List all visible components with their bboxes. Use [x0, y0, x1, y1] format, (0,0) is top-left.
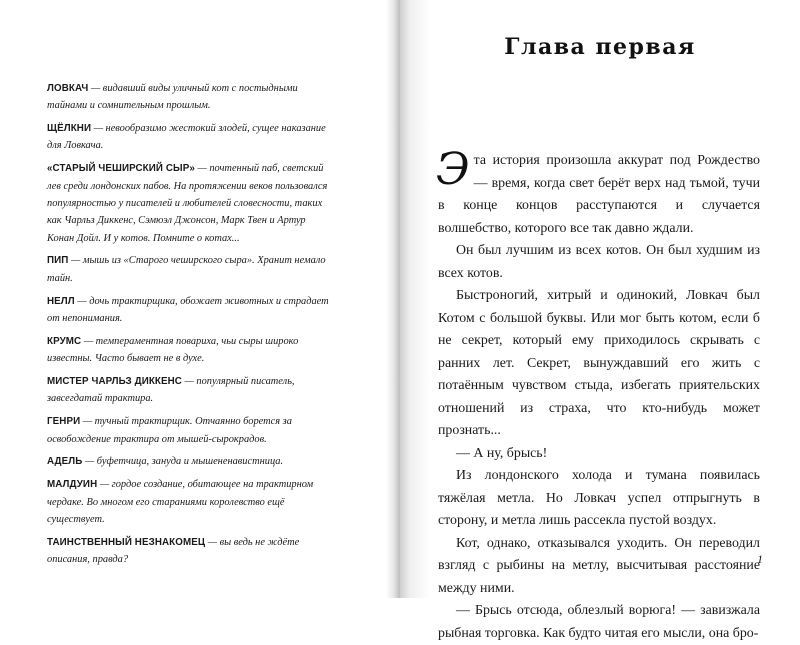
chapter-title: Глава первая — [504, 34, 696, 60]
cast-entry — [47, 252, 329, 287]
first-paragraph — [436, 144, 760, 240]
cast-description: — вы ведь не ждёте описания, правда? — [47, 536, 300, 566]
cast-entry — [47, 80, 329, 115]
cast-description: — невообразимо жестокий злодей, сущее наказание для Ловкача. — [47, 123, 326, 152]
left-page — [0, 0, 398, 598]
cast-entry — [47, 120, 329, 155]
cast-name: ТАИНСТВЕННЫЙ НЕЗНАКОМЕЦ — [47, 536, 206, 548]
cast-name: МАЛДУИН — [47, 479, 98, 491]
cast-entry — [47, 293, 329, 328]
cast-name: АДЕЛЬ — [47, 456, 83, 468]
cast-entry — [47, 373, 329, 408]
drop-cap: Э — [436, 144, 470, 195]
cast-description: — дочь трактирщика, обожает животных и страдает от непонимания. — [47, 295, 329, 324]
cast-name: ЩЁЛКНИ — [47, 123, 92, 135]
cast-entry — [47, 476, 329, 528]
cast-name: «СТАРЫЙ ЧЕШИРСКИЙ СЫР» — [47, 163, 195, 175]
cast-description: — буфетчица, зануда и мышененавистница. — [82, 456, 284, 468]
paragraph: Кот, однако, отказывался уходить. Он переводил взгляд с рыбины на метлу, высчитывая расстояние между ними. — [438, 535, 760, 596]
cast-name: ГЕНРИ — [47, 416, 81, 428]
chapter-body — [436, 144, 760, 645]
cast-entry — [47, 534, 329, 569]
cast-name: ПИП — [47, 255, 69, 267]
cast-description: — тучный трактирщик. Отчаянно борется за освобождение трактира от мышей-сырокрадов. — [47, 416, 292, 445]
book-gutter — [386, 0, 400, 598]
cast-entry — [47, 333, 329, 368]
cast-description: — темпераментная повариха, чьи сыры широко известны. Часто бывает не в духе. — [47, 335, 299, 365]
cast-name: ЛОВКАЧ — [47, 83, 89, 94]
paragraph-text: та история произошла аккурат под Рождество — время, когда свет берёт верх над тьмой, тучи в конце концов расступаются и случается волшебство, которого все так давно ждали. — [438, 153, 760, 236]
cast-list — [47, 80, 329, 574]
cast-description: — гордое создание, обитающее на трактирном чердаке. Во многом его стараниями королевство ещё существует. — [47, 479, 314, 525]
paragraph: Он был лучшим из всех котов. Он был худшим из всех котов. — [438, 243, 760, 281]
cast-name: МИСТЕР ЧАРЛЬЗ ДИККЕНС — [47, 376, 182, 388]
paragraph: — Брысь отсюда, облезлый ворюга! — завизжала рыбная торговка. Как будто читая его мысли, она бро- — [438, 603, 760, 641]
cast-description: — мышь из «Старого чеширского сыра». Хранит немало тайн. — [47, 255, 326, 284]
paragraph: — А ну, брысь! — [456, 445, 548, 461]
cast-name: КРУМС — [47, 335, 82, 347]
cast-entry — [47, 160, 329, 246]
cast-name: НЕЛЛ — [47, 295, 75, 307]
cast-entry — [47, 413, 329, 448]
paragraph: Из лондонского холода и тумана появилась тяжёлая метла. Но Ловкач успел отпрыгнуть в сторону, и метла лишь рассекла пустой воздух. — [438, 468, 760, 528]
cast-entry — [47, 453, 329, 470]
paragraph: Быстроногий, хитрый и одинокий, Ловкач был Котом с большой буквы. Или мог быть котом, если б не секрет, который ему приходилось скрывать с ранних лет. Секрет, вынуждавший его жить с потаённым чувством стыда, избегать приятельских отношений из страха, что кто-нибудь может прознать... — [438, 288, 760, 438]
cast-description: — популярный писатель, завсегдатай трактира. — [47, 376, 295, 405]
cast-description: — видавший виды уличный кот с постыдными тайнами и сомнительным прошлым. — [47, 83, 298, 112]
cast-description: — почтенный паб, светский лев среди лондонских пабов. На протяжении веков пользовался популярностью у писателей и любителей словесности, таких как Чарльз Диккенс, Сэмюэл Джонсон, Марк Твен и Артур Конан Дойл. И у котов. Помните о котах... — [47, 163, 328, 244]
page-number: 1 — [757, 552, 763, 566]
